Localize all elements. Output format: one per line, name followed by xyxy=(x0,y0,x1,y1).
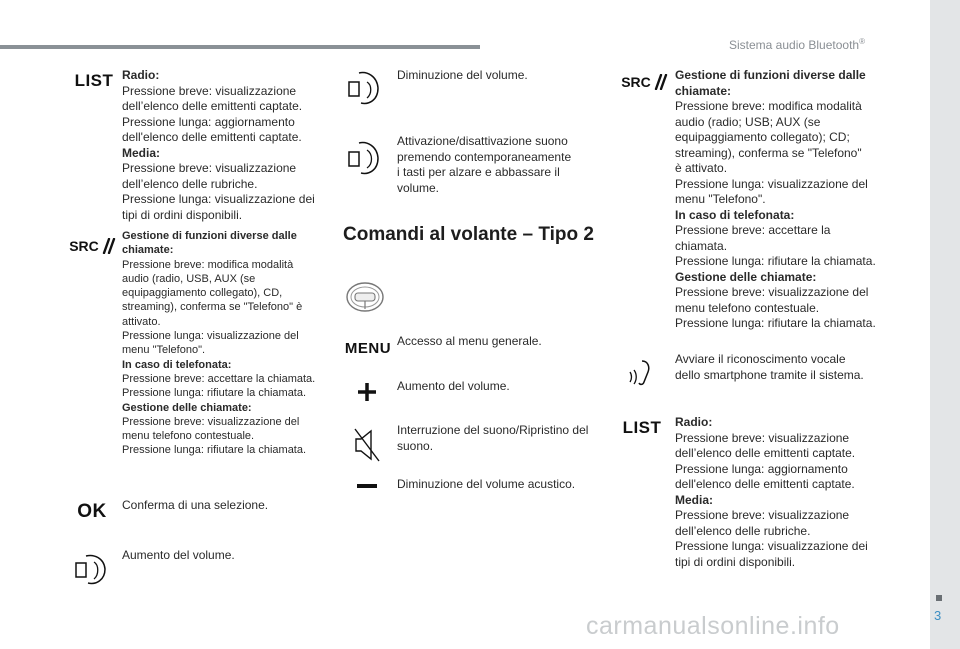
minus-description: Diminuzione del volume acustico. xyxy=(397,477,576,491)
text-line: volume. xyxy=(397,180,440,195)
text-line: dell’elenco delle emittenti captate. xyxy=(122,99,303,113)
text-line: Pressione breve: visualizzazione xyxy=(675,430,850,445)
bold-line: Gestione delle chiamate: xyxy=(122,401,252,414)
menu-description: Accesso al menu generale. xyxy=(397,334,542,348)
section-title: Comandi al volante – Tipo 2 xyxy=(343,224,594,245)
text-line: Pressione breve: accettare la chiamata. xyxy=(122,372,316,385)
bold-line: Gestione di funzioni diverse dalle xyxy=(122,230,297,242)
text-line: streaming), conferma se "Telefono" è xyxy=(122,301,303,314)
text-line: tipi di ordini disponibili. xyxy=(675,554,796,569)
text-line: equipaggiamento collegato); CD; xyxy=(675,130,850,144)
page-marker xyxy=(936,595,942,601)
list-button-icon: LIST xyxy=(74,71,114,90)
text-line: menu "Telefono". xyxy=(122,344,206,357)
text-line: Pressione breve: accettare la xyxy=(675,223,831,237)
bold-line: In caso di telefonata: xyxy=(675,207,795,222)
plus-icon xyxy=(356,381,378,403)
ok-description: Conferma di una selezione. xyxy=(122,498,269,512)
mute-description xyxy=(397,134,607,196)
text-line: Pressione breve: modifica modalità xyxy=(675,99,862,113)
src-phone-icon: SRC xyxy=(68,236,118,256)
steering-wheel-icon xyxy=(343,280,387,314)
text-line: Pressione breve: modifica modalità xyxy=(122,258,294,271)
bold-line: Radio: xyxy=(122,68,160,82)
bold-line: Media: xyxy=(675,492,714,507)
text-line: audio (radio; USB; AUX (se xyxy=(675,114,821,129)
bold-line: Media: xyxy=(122,145,161,160)
text-line: Pressione breve: visualizzazione xyxy=(675,508,850,522)
volume-down-description: Diminuzione del volume. xyxy=(397,68,528,82)
text-line: suono. xyxy=(397,438,434,453)
text-line: Pressione breve: visualizzazione xyxy=(122,83,297,98)
text-line: Pressione lunga: rifiutare la chiamata. xyxy=(675,316,876,330)
plus-description: Aumento del volume. xyxy=(397,379,510,393)
text-line: chiamata. xyxy=(675,238,728,253)
header-rule xyxy=(0,45,480,49)
text-line: Pressione lunga: aggiornamento xyxy=(675,461,848,476)
menu-button-icon: MENU xyxy=(344,339,392,357)
text-line: i tasti per alzare e abbassare il xyxy=(397,165,560,179)
text-line: attivato. xyxy=(122,315,161,328)
thumbwheel-up-icon xyxy=(72,553,112,587)
text-line: Interruzione del suono/Ripristino del xyxy=(397,423,589,437)
text-line: Attivazione/disattivazione suono xyxy=(397,134,568,148)
minus-icon xyxy=(357,482,377,492)
text-line: dell’elenco delle emittenti captate. xyxy=(675,446,856,460)
text-line: streaming), conferma se "Telefono" xyxy=(675,145,862,160)
text-line: è attivato. xyxy=(675,161,728,175)
watermark: carmanualsonline.info xyxy=(586,612,840,640)
src-description xyxy=(122,229,322,458)
text-line: menu "Telefono". xyxy=(675,192,766,206)
page-header-title: Sistema audio Bluetooth® xyxy=(729,37,865,52)
text-line: Pressione lunga: visualizzazione dei xyxy=(122,192,315,206)
voice-command-icon xyxy=(626,358,658,388)
text-line: Pressione breve: visualizzazione del xyxy=(675,285,869,299)
bold-line: chiamate: xyxy=(675,83,732,98)
page-edge-band xyxy=(930,0,960,649)
text-line: dell’elenco delle rubriche. xyxy=(675,523,811,538)
text-line: Pressione lunga: rifiutare la chiamata. xyxy=(122,444,307,457)
text-line: premendo contemporaneamente xyxy=(397,149,572,164)
page-number: 3 xyxy=(934,608,942,623)
text-line: dell'elenco delle emittenti captate. xyxy=(675,477,855,491)
text-line: equipaggiamento collegato), CD, xyxy=(122,287,283,300)
bold-line: Radio: xyxy=(675,415,713,429)
text-line: menu telefono contestuale. xyxy=(675,300,820,315)
volume-up-description: Aumento del volume. xyxy=(122,548,235,562)
text-line: Pressione breve: visualizzazione del xyxy=(122,415,300,428)
bold-line: Gestione di funzioni diverse dalle xyxy=(675,68,866,82)
text-line: Pressione lunga: rifiutare la chiamata. xyxy=(675,254,876,268)
text-line: Pressione lunga: visualizzazione del xyxy=(675,176,868,191)
list-button-icon-2: LIST xyxy=(622,418,662,437)
src-description-2 xyxy=(675,68,895,332)
src-phone-icon-2: SRC xyxy=(620,72,670,92)
text-line: dell'elenco delle emittenti captate. xyxy=(122,130,302,144)
radio-description xyxy=(122,68,322,223)
text-line: Avviare il riconoscimento vocale xyxy=(675,352,846,366)
text-line: dell’elenco delle rubriche. xyxy=(122,176,258,191)
text-line: menu telefono contestuale. xyxy=(122,430,255,443)
text-line: Pressione breve: visualizzazione xyxy=(122,161,297,175)
bold-line: In caso di telefonata: xyxy=(122,358,232,371)
mute-speaker-icon xyxy=(350,425,384,465)
mute-toggle-description xyxy=(397,423,607,454)
text-line: audio (radio, USB, AUX (se xyxy=(122,272,256,285)
ok-button-icon: OK xyxy=(77,501,107,522)
text-line: Pressione lunga: rifiutare la chiamata. xyxy=(122,387,307,400)
voice-description xyxy=(675,352,895,383)
radio-description-2 xyxy=(675,415,895,570)
text-line: tipi di ordini disponibili. xyxy=(122,207,243,222)
text-line: Pressione lunga: aggiornamento xyxy=(122,114,295,129)
bold-line: chiamate: xyxy=(122,244,174,257)
text-line: Pressione lunga: visualizzazione dei xyxy=(675,539,868,553)
thumbwheel-down-icon xyxy=(345,70,385,108)
bold-line: Gestione delle chiamate: xyxy=(675,269,817,284)
thumbwheel-mute-icon xyxy=(345,140,385,178)
text-line: dello smartphone tramite il sistema. xyxy=(675,367,864,382)
text-line: Pressione lunga: visualizzazione del xyxy=(122,330,299,343)
